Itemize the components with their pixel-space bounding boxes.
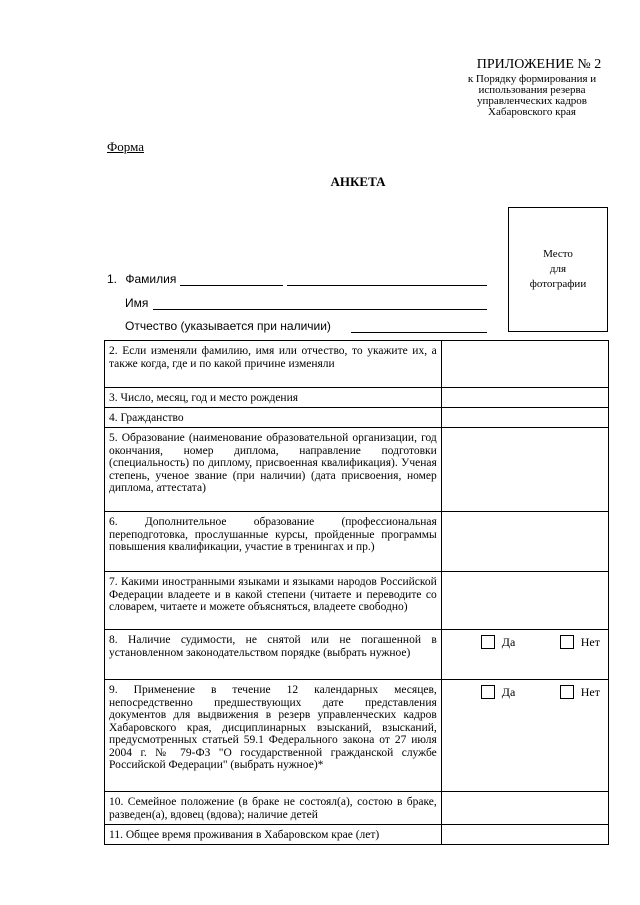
photo-placeholder-line: для <box>549 263 567 275</box>
document-title: АНКЕТА <box>330 174 386 189</box>
appendix-title: ПРИЛОЖЕНИЕ № 2 <box>476 57 602 72</box>
appendix-subtitle <box>447 74 617 118</box>
patronymic-field[interactable] <box>351 332 487 333</box>
name-field[interactable] <box>153 309 487 310</box>
question-text: Применение в течение 12 календарных месяцев, непосредственно предшествующих дате представления документов для выдвижения в резерв управленческих кадров Хабаровского края, дисциплинарных взысканий, взысканий, предусмотренных статьей 59.1 Федерального закона от 27 июля 2004 г. № 79-ФЗ "О государственной гражданской службе Российской Федерации" (выбрать нужное)* <box>109 684 437 771</box>
question-number: 3. <box>109 392 118 404</box>
question-number: 4. <box>109 412 118 424</box>
question-text: Какими иностранными языками и языками народов Российской Федерации владеете и в какой степени (читаете и переводите со словарем, читаете и можете объясняться, владеете свободно) <box>109 576 437 613</box>
answer-cell[interactable] <box>441 428 608 512</box>
surname-label: Фамилия <box>125 272 177 286</box>
question-text: Образование (наименование образовательной организации, год окончания, номер диплома, направление подготовки (специальность) по диплому, присвоенная квалификация). Ученая степень, ученое звание (при наличии) (дата присвоения, номер диплома, аттестата) <box>109 432 437 494</box>
surname-row <box>107 272 176 286</box>
answer-cell[interactable] <box>441 825 608 845</box>
question-text: Наличие судимости, не снятой или не погашенной в установленном законодательством порядке (выбрать нужное) <box>109 634 437 659</box>
question-text: Если изменяли фамилию, имя или отчество, то укажите их, а также когда, где и по какой причине изменяли <box>109 345 437 370</box>
yes-option[interactable] <box>481 635 516 649</box>
no-label: Нет <box>580 634 600 649</box>
question-text: Число, месяц, год и место рождения <box>120 392 299 404</box>
table-row <box>105 825 609 845</box>
table-row <box>105 408 609 428</box>
question-number: 2. <box>109 345 118 357</box>
answer-cell[interactable] <box>441 341 608 388</box>
appendix-line: к Порядку формирования и <box>467 73 597 85</box>
name-label: Имя <box>125 296 149 310</box>
answer-cell[interactable] <box>441 792 608 825</box>
yes-checkbox[interactable] <box>481 685 495 699</box>
form-label: Форма <box>107 139 144 154</box>
yes-option[interactable] <box>481 685 516 699</box>
appendix-line: использования резерва <box>478 84 586 96</box>
no-option[interactable] <box>560 685 600 699</box>
question-text: Общее время проживания в Хабаровском крае (лет) <box>125 829 380 841</box>
table-row <box>105 680 609 792</box>
question-text: Гражданство <box>120 412 184 424</box>
yes-checkbox[interactable] <box>481 635 495 649</box>
question-text: Семейное положение (в браке не состоял(а), состою в браке, разведен(а), вдовец (вдова); наличие детей <box>109 796 437 821</box>
table-row <box>105 341 609 388</box>
no-checkbox[interactable] <box>560 635 574 649</box>
answer-cell[interactable] <box>441 408 608 428</box>
photo-placeholder <box>508 207 608 332</box>
table-row <box>105 512 609 572</box>
patronymic-label: Отчество (указывается при наличии) <box>125 319 331 333</box>
section-number: 1. <box>107 272 118 286</box>
table-row <box>105 630 609 680</box>
question-number: 9. <box>109 684 118 696</box>
surname-field[interactable] <box>287 285 487 286</box>
answer-cell[interactable] <box>441 512 608 572</box>
photo-placeholder-line: фотографии <box>529 278 587 290</box>
no-option[interactable] <box>560 635 600 649</box>
question-number: 7. <box>109 576 118 588</box>
answer-cell[interactable] <box>441 572 608 630</box>
no-label: Нет <box>580 684 600 699</box>
appendix-line: управленческих кадров <box>477 95 587 107</box>
table-row <box>105 388 609 408</box>
table-row <box>105 428 609 512</box>
question-number: 10. <box>109 796 124 808</box>
photo-placeholder-line: Место <box>543 248 573 260</box>
no-checkbox[interactable] <box>560 685 574 699</box>
surname-field-part[interactable] <box>180 285 283 286</box>
question-text: Дополнительное образование (профессиональная переподготовка, прослушанные курсы, пройденные программы повышения квалификации, участие в тренингах и пр.) <box>109 516 437 553</box>
appendix-line: Хабаровского края <box>488 106 576 118</box>
question-number: 6. <box>109 516 118 528</box>
question-number: 8. <box>109 634 118 646</box>
questionnaire-table <box>104 340 609 845</box>
table-row <box>105 792 609 825</box>
table-row <box>105 572 609 630</box>
question-number: 5. <box>109 432 118 444</box>
yes-label: Да <box>501 634 516 649</box>
yes-label: Да <box>501 684 516 699</box>
question-number: 11. <box>109 829 123 841</box>
answer-cell[interactable] <box>441 388 608 408</box>
